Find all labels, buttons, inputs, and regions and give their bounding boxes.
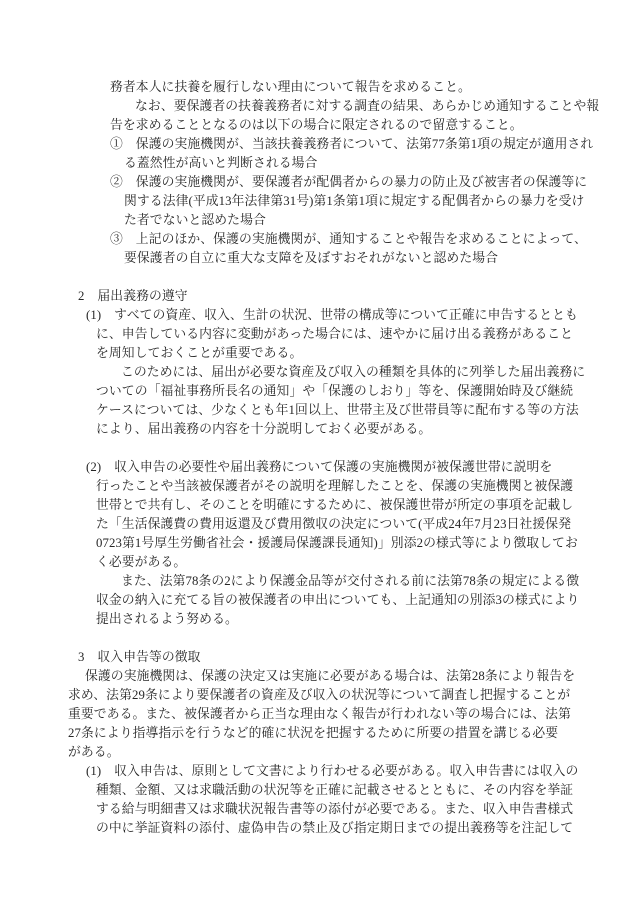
text-line: た「生活保護費の費用返還及び費用徴収の決定について(平成24年7月23日社援保発 bbox=[96, 517, 572, 531]
text-line: 提出されるよう努める。 bbox=[96, 612, 238, 626]
text-line: ③ 上記のほか、保護の実施機関が、通知することや報告を求めることによって、 bbox=[110, 232, 587, 246]
text-line: 要保護者の自立に重大な支障を及ぼすおそれがないと認めた場合 bbox=[124, 251, 499, 265]
blank-line bbox=[0, 268, 630, 287]
text-line: 務者本人に扶養を履行しない理由について報告を求めること。 bbox=[110, 80, 471, 94]
text-line: ケースについては、少なくとも年1回以上、世帯主及び世帯員等に配布する等の方法 bbox=[96, 403, 579, 417]
text-line: 関する法律(平成13年法律第31号)第1条第1項に規定する配偶者からの暴力を受け bbox=[124, 194, 585, 208]
text-line: に、申告している内容に変動があった場合には、速やかに届け出る義務があること bbox=[96, 327, 574, 341]
text-line: の中に挙証資料の添付、虚偽申告の禁止及び指定期日までの提出義務等を注記して bbox=[96, 821, 574, 835]
text-line: また、法第78条の2により保護金品等が交付される前に法第78条の規定による徴 bbox=[121, 574, 580, 588]
text-line: ついての「福祉事務所長名の通知」や「保護のしおり」等を、保護開始時及び継続 bbox=[96, 384, 574, 398]
text-line: がある。 bbox=[68, 745, 120, 759]
text-line: する給与明細書又は求職状況報告書等の添付が必要である。また、収入申告書様式 bbox=[96, 802, 574, 816]
text-line: 告を求めることとなるのは以下の場合に限定されるので留意すること。 bbox=[110, 118, 523, 132]
text-line: 保護の実施機関は、保護の決定又は実施に必要がある場合は、法第28条により報告を bbox=[85, 669, 576, 683]
text-line: 行ったことや当該被保護者がその説明を理解したことを、保護の実施機関と被保護 bbox=[96, 479, 574, 493]
text-line: 重要である。また、被保護者から正当な理由なく報告が行われない等の場合には、法第 bbox=[68, 707, 571, 721]
text-line: 27条により指導指示を行うなど的確に状況を把握するために所要の措置を講じる必要 bbox=[68, 726, 559, 740]
text-line: 世帯とで共有し、そのことを明確にするために、被保護世帯が所定の事項を記載し bbox=[96, 498, 574, 512]
text-line: る蓋然性が高いと判断される場合 bbox=[124, 156, 318, 170]
text-line: なお、要保護者の扶養義務者に対する調査の結果、あらかじめ通知することや報 bbox=[135, 99, 600, 113]
text-line: 種類、金額、又は求職活動の状況等を正確に記載させるとともに、その内容を挙証 bbox=[96, 783, 574, 797]
text-line: 収金の納入に充てる旨の被保護者の申出についても、上記通知の別添3の様式により bbox=[96, 593, 580, 607]
blank-line bbox=[0, 439, 630, 458]
text-line: 3 収入申告等の徴取 bbox=[78, 650, 201, 664]
text-line: により、届出義務の内容を十分説明しておく必要がある。 bbox=[96, 422, 432, 436]
text-line: を周知しておくことが重要である。 bbox=[96, 346, 303, 360]
text-line: ① 保護の実施機関が、当該扶養義務者について、法第77条第1項の規定が適用され bbox=[110, 137, 594, 151]
text-line: ② 保護の実施機関が、要保護者が配偶者からの暴力の防止及び被害者の保護等に bbox=[110, 175, 588, 189]
text-line: 2 届出義務の遵守 bbox=[78, 289, 188, 303]
text-line: (1) 収入申告は、原則として文書により行わせる必要がある。収入申告書には収入の bbox=[86, 764, 579, 778]
blank-line bbox=[0, 629, 630, 648]
text-line: た者でないと認めた場合 bbox=[124, 213, 266, 227]
text-line: く必要がある。 bbox=[96, 555, 187, 569]
text-line: 求め、法第29条により要保護者の資産及び収入の状況等について調査し把握することが bbox=[68, 688, 571, 702]
text-line: (1) すべての資産、収入、生計の状況、世帯の構成等について正確に申告するととも bbox=[86, 308, 578, 322]
text-line: 0723第1号厚生労働省社会・援護局保護課長通知)」別添2の様式等により徴取してお bbox=[96, 536, 578, 550]
text-line: (2) 収入申告の必要性や届出義務について保護の実施機関が被保護世帯に説明を bbox=[86, 460, 553, 474]
text-line: このためには、届出が必要な資産及び収入の種類を具体的に列挙した届出義務に bbox=[121, 365, 586, 379]
document-body bbox=[0, 78, 630, 838]
